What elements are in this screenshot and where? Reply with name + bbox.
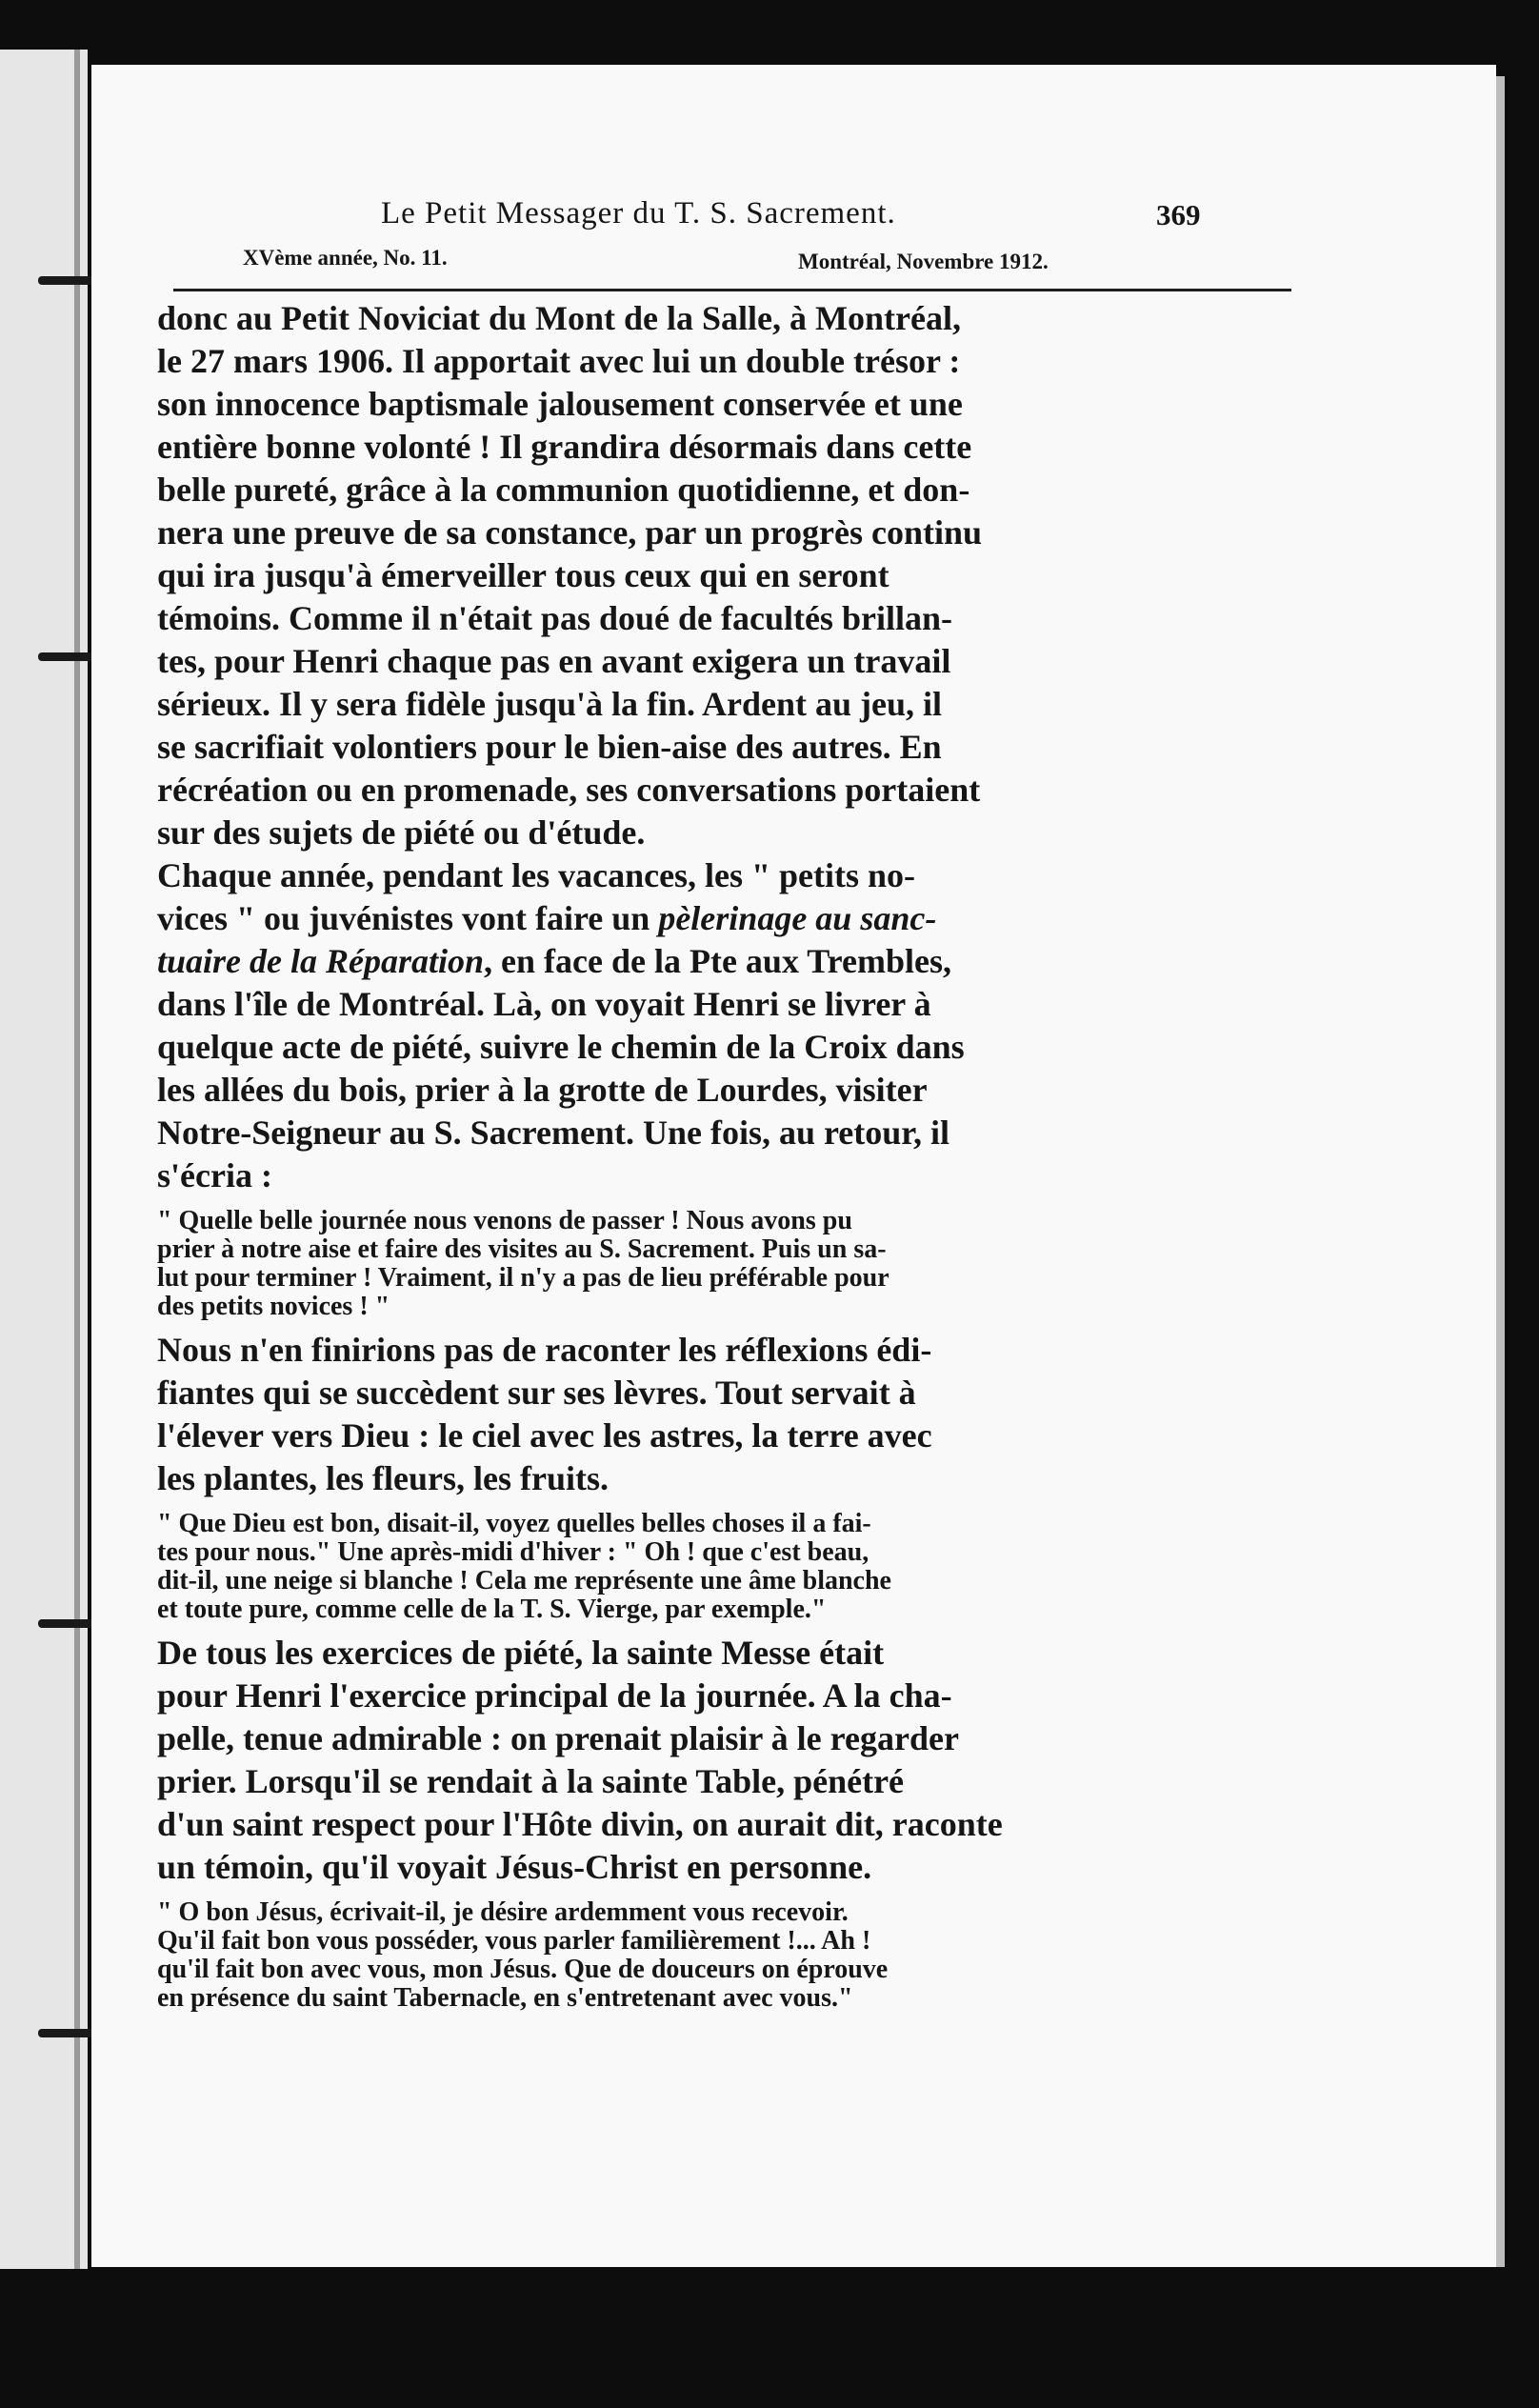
paragraph-2-italic: pèlerinage au sanc- tuaire de la Réparation (157, 899, 937, 980)
paragraph-2-end: , en face de la Pte aux Trembles, dans l'île de Montréal. Là, on voyait Henri se livrer à quelque acte de piété, suivre le chemin de la Croix dans les allées du bois, prier à la grotte de Lourdes, visiter Notre-Seigneur au S. Sacrement. Une fois, au retour, il s'écria : (157, 942, 965, 1194)
header-rule (173, 289, 1291, 291)
quotation-2: " Que Dieu est bon, disait-il, voyez quelles belles choses il a fai- tes pour nous." Une après-midi d'hiver : " Oh ! que c'est beau, dit-il, une neige si blanche ! Cela me représente une âme blanche et toute pure, comme celle de la T. S. Vierge, par exemple." (157, 1509, 891, 1624)
page-number: 369 (1156, 198, 1201, 231)
quotation-1: " Quelle belle journée nous venons de passer ! Nous avons pu prier à notre aise et faire des visites au S. Sacrement. Puis un sa- lut pour terminer ! Vraiment, il n'y a pas de lieu préférable pour des petits novices ! " (157, 1206, 889, 1321)
volume-issue: XVème année, No. 11. (243, 246, 448, 270)
paragraph-3: Nous n'en finirions pas de raconter les réflexions édi- fiantes qui se succèdent sur ses lèvres. Tout servait à l'élever vers Dieu : le ciel avec les astres, la terre avec les plantes, les fleurs, les fruits. (157, 1331, 932, 1497)
dateline: Montréal, Novembre 1912. (798, 250, 1049, 273)
paragraph-2 (157, 854, 1295, 1197)
running-title: Le Petit Messager du T. S. Sacrement. (381, 196, 896, 231)
paragraph-2-start: Chaque année, pendant les vacances, les " petits no- vices " ou juvénistes vont faire un (157, 856, 916, 937)
page-gutter (74, 50, 80, 2269)
quotation-3: " O bon Jésus, écrivait-il, je désire ardemment vous recevoir. Qu'il fait bon vous posséder, vous parler familièrement !... Ah ! qu'il fait bon avec vous, mon Jésus. Que de douceurs on éprouve en présence du saint Tabernacle, en s'entretenant avec vous." (157, 1897, 889, 2013)
paragraph-4: De tous les exercices de piété, la sainte Messe était pour Henri l'exercice principal de la journée. A la cha- pelle, tenue admirable : on prenait plaisir à le regarder prier. Lorsqu'il se rendait à la sainte Table, pénétré d'un saint respect pour l'Hôte divin, on aurait dit, raconte un témoin, qu'il voyait Jésus-Christ en personne. (157, 1634, 1003, 1886)
body-text (157, 297, 1295, 2020)
facing-page-edge (0, 50, 88, 2269)
paragraph-1: donc au Petit Noviciat du Mont de la Salle, à Montréal, le 27 mars 1906. Il apportait avec lui un double trésor : son innocence baptismale jalousement conservée et une entière bonne volonté ! Il grandira désormais dans cette belle pureté, grâce à la communion quotidienne, et don- nera une preuve de sa constance, par un progrès continu qui ira jusqu'à émerveiller tous ceux qui en seront témoins. Comme il n'était pas doué de facultés brillan- tes, pour Henri chaque pas en avant exigera un travail sérieux. Il y sera fidèle jusqu'à la fin. Ardent au jeu, il se sacrifiait volontiers pour le bien-aise des autres. En récréation ou en promenade, ses conversations portaient sur des sujets de piété ou d'étude. (157, 299, 983, 852)
